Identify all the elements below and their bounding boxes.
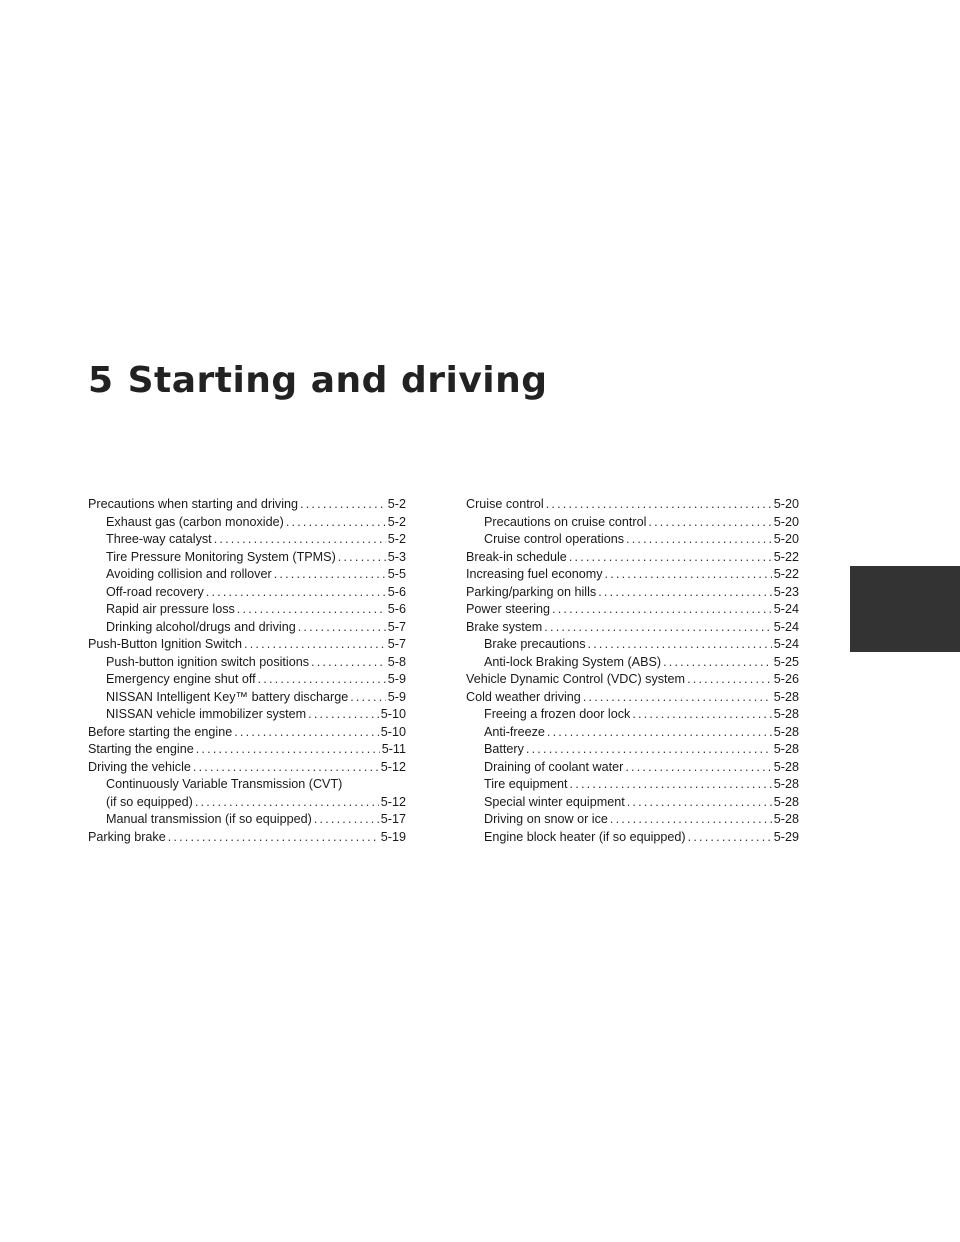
toc-page-number: 5-28 bbox=[773, 759, 799, 774]
toc-subentry[interactable] bbox=[466, 776, 799, 794]
toc-page-number: 5-26 bbox=[773, 672, 799, 686]
toc-page-number: 5-28 bbox=[773, 812, 799, 826]
toc-page-number: 5-28 bbox=[773, 707, 799, 721]
toc-subentry[interactable] bbox=[466, 759, 799, 777]
toc-entry-label: Cruise control bbox=[466, 497, 544, 511]
toc-entry-label: Battery bbox=[484, 742, 524, 756]
toc-entry-label: Manual transmission (if so equipped) bbox=[106, 812, 312, 826]
toc-leader-dots bbox=[311, 654, 386, 672]
toc-entry-label: Brake precautions bbox=[484, 637, 586, 651]
toc-subentry[interactable] bbox=[88, 566, 406, 584]
toc-leader-dots bbox=[195, 794, 379, 812]
toc-entry[interactable] bbox=[466, 619, 799, 637]
toc-subentry[interactable] bbox=[466, 829, 799, 847]
toc-entry-label: Off-road recovery bbox=[106, 584, 204, 599]
toc-page-number: 5-25 bbox=[773, 654, 799, 669]
chapter-title bbox=[88, 360, 548, 401]
toc-page-number: 5-2 bbox=[387, 514, 406, 529]
toc-entry-label: Three-way catalyst bbox=[106, 532, 212, 546]
toc-leader-dots bbox=[569, 549, 772, 567]
toc-entry-label: Special winter equipment bbox=[484, 794, 625, 809]
toc-page-number: 5-23 bbox=[773, 584, 799, 599]
toc-entry[interactable] bbox=[88, 759, 406, 777]
toc-entry-label: Emergency engine shut off bbox=[106, 672, 256, 686]
toc-entry-label: NISSAN Intelligent Key™ battery discharge bbox=[106, 689, 349, 704]
toc-entry-label: Driving the vehicle bbox=[88, 759, 191, 774]
toc-entry-label-line1: Continuously Variable Transmission (CVT) bbox=[106, 777, 343, 791]
toc-entry-label: Avoiding collision and rollover bbox=[106, 567, 272, 581]
toc-page-number: 5-8 bbox=[387, 654, 406, 669]
toc-page-number: 5-19 bbox=[380, 829, 406, 844]
toc-page-number: 5-24 bbox=[773, 602, 799, 616]
chapter-name: Starting and driving bbox=[127, 360, 548, 401]
toc-entry[interactable] bbox=[466, 584, 799, 602]
toc-leader-dots bbox=[298, 619, 386, 637]
toc-entry-label: Starting the engine bbox=[88, 742, 194, 756]
toc-leader-dots bbox=[632, 706, 771, 724]
toc-entry-label: Push-button ignition switch positions bbox=[106, 654, 310, 669]
toc-page-number: 5-2 bbox=[387, 497, 406, 511]
toc-subentry[interactable] bbox=[88, 654, 406, 672]
toc-leader-dots bbox=[168, 829, 379, 847]
toc-entry-label: Drinking alcohol/drugs and driving bbox=[106, 619, 296, 634]
toc-page-number: 5-29 bbox=[773, 829, 799, 844]
toc-leader-dots bbox=[687, 671, 772, 689]
toc-entry-label: Driving on snow or ice bbox=[484, 812, 608, 826]
toc-page-number: 5-6 bbox=[387, 584, 406, 599]
toc-page-number: 5-24 bbox=[773, 619, 799, 634]
toc-subentry[interactable] bbox=[88, 549, 406, 567]
toc-page-number: 5-17 bbox=[380, 812, 406, 826]
toc-entry[interactable] bbox=[88, 496, 406, 514]
toc-page-number: 5-3 bbox=[387, 549, 406, 564]
toc-entry-label: Precautions on cruise control bbox=[484, 514, 647, 529]
toc-leader-dots bbox=[196, 741, 380, 759]
toc-entry[interactable] bbox=[466, 496, 799, 514]
toc-leader-dots bbox=[547, 724, 772, 742]
toc-subentry[interactable] bbox=[466, 706, 799, 724]
chapter-edge-tab bbox=[850, 566, 960, 652]
toc-entry-label: Parking brake bbox=[88, 829, 166, 844]
toc-leader-dots bbox=[605, 566, 772, 584]
toc-leader-dots bbox=[625, 759, 771, 777]
toc-entry-label: Power steering bbox=[466, 602, 550, 616]
toc-page-number: 5-10 bbox=[380, 707, 406, 721]
toc-entry-label: Rapid air pressure loss bbox=[106, 602, 235, 616]
toc-leader-dots bbox=[214, 531, 386, 549]
toc-leader-dots bbox=[338, 549, 386, 567]
toc-entry-label: Freeing a frozen door lock bbox=[484, 707, 631, 721]
toc-page-number: 5-10 bbox=[380, 724, 406, 739]
toc-subentry[interactable] bbox=[88, 706, 406, 724]
toc-subentry[interactable] bbox=[466, 724, 799, 742]
toc-leader-dots bbox=[314, 811, 379, 829]
toc-page-number: 5-22 bbox=[773, 549, 799, 564]
toc-subentry[interactable] bbox=[466, 514, 799, 532]
toc-entry-label: Exhaust gas (carbon monoxide) bbox=[106, 514, 284, 529]
toc-page-number: 5-28 bbox=[773, 689, 799, 704]
toc-entry[interactable] bbox=[88, 741, 406, 759]
toc-leader-dots bbox=[258, 671, 386, 689]
toc-entry-label: (if so equipped) bbox=[106, 794, 193, 809]
toc-leader-dots bbox=[206, 584, 386, 602]
toc-subentry[interactable] bbox=[88, 514, 406, 532]
toc-right-column bbox=[466, 496, 799, 846]
toc-leader-dots bbox=[598, 584, 772, 602]
toc-leader-dots bbox=[308, 706, 379, 724]
toc-subentry[interactable] bbox=[88, 811, 406, 829]
toc-entry[interactable] bbox=[88, 829, 406, 847]
toc-entry-label: Push-Button Ignition Switch bbox=[88, 637, 243, 651]
toc-leader-dots bbox=[244, 636, 386, 654]
toc-page-number: 5-24 bbox=[773, 637, 799, 651]
toc-page-number: 5-11 bbox=[381, 742, 406, 756]
toc-entry-label: Cruise control operations bbox=[484, 532, 625, 546]
chapter-number: 5 bbox=[88, 360, 114, 401]
toc-page-number: 5-28 bbox=[773, 794, 799, 809]
toc-page-number: 5-20 bbox=[773, 497, 799, 511]
toc-leader-dots bbox=[648, 514, 771, 532]
toc-entry[interactable] bbox=[88, 776, 406, 811]
toc-entry-label: Before starting the engine bbox=[88, 724, 233, 739]
toc-entry[interactable] bbox=[88, 724, 406, 742]
toc-page-number: 5-20 bbox=[773, 514, 799, 529]
toc-entry-label: Cold weather driving bbox=[466, 689, 581, 704]
toc-leader-dots bbox=[300, 496, 386, 514]
toc-leader-dots bbox=[544, 619, 771, 637]
toc-page-number: 5-6 bbox=[387, 602, 406, 616]
toc-entry[interactable] bbox=[466, 601, 799, 619]
toc-page-number: 5-12 bbox=[380, 759, 406, 774]
toc-leader-dots bbox=[234, 724, 379, 742]
toc-subentry[interactable] bbox=[88, 531, 406, 549]
toc-page-number: 5-28 bbox=[773, 742, 799, 756]
toc-subentry[interactable] bbox=[466, 654, 799, 672]
toc-page-number: 5-9 bbox=[387, 689, 406, 704]
toc-subentry[interactable] bbox=[88, 584, 406, 602]
toc-page-number: 5-7 bbox=[387, 637, 406, 651]
toc-entry[interactable] bbox=[466, 671, 799, 689]
toc-subentry[interactable] bbox=[466, 741, 799, 759]
toc-entry-label: Anti-lock Braking System (ABS) bbox=[484, 654, 662, 669]
toc-subentry[interactable] bbox=[88, 671, 406, 689]
toc-page-number: 5-28 bbox=[773, 777, 799, 791]
toc-leader-dots bbox=[237, 601, 386, 619]
toc-entry[interactable] bbox=[466, 566, 799, 584]
toc-leader-dots bbox=[526, 741, 772, 759]
toc-leader-dots bbox=[286, 514, 386, 532]
toc-leader-dots bbox=[627, 794, 772, 812]
toc-entry-row bbox=[106, 794, 406, 812]
toc-page-number: 5-22 bbox=[773, 567, 799, 581]
toc-entry[interactable] bbox=[88, 636, 406, 654]
toc-subentry[interactable] bbox=[466, 531, 799, 549]
toc-subentry[interactable] bbox=[466, 794, 799, 812]
toc-left-column bbox=[88, 496, 406, 846]
toc-page-number: 5-9 bbox=[387, 672, 406, 686]
toc-page-number: 5-7 bbox=[387, 619, 406, 634]
toc-page-number: 5-2 bbox=[387, 532, 406, 546]
toc-page-number: 5-20 bbox=[773, 532, 799, 546]
toc-leader-dots bbox=[583, 689, 772, 707]
toc-subentry[interactable] bbox=[466, 811, 799, 829]
toc-leader-dots bbox=[626, 531, 772, 549]
toc-leader-dots bbox=[552, 601, 772, 619]
toc-entry-label: Tire equipment bbox=[484, 777, 568, 791]
toc-page-number: 5-12 bbox=[380, 794, 406, 809]
toc-entry-label: Brake system bbox=[466, 619, 543, 634]
toc-leader-dots bbox=[350, 689, 386, 707]
toc-entry[interactable] bbox=[466, 689, 799, 707]
toc-entry-label: Engine block heater (if so equipped) bbox=[484, 829, 686, 844]
toc-entry-label: Vehicle Dynamic Control (VDC) system bbox=[466, 672, 686, 686]
toc-entry-label: NISSAN vehicle immobilizer system bbox=[106, 707, 307, 721]
toc-leader-dots bbox=[663, 654, 772, 672]
toc-leader-dots bbox=[688, 829, 772, 847]
toc-entry-label: Tire Pressure Monitoring System (TPMS) bbox=[106, 549, 336, 564]
toc-entry-label: Draining of coolant water bbox=[484, 759, 624, 774]
toc-subentry[interactable] bbox=[466, 636, 799, 654]
toc-leader-dots bbox=[193, 759, 379, 777]
toc-entry-label: Increasing fuel economy bbox=[466, 567, 603, 581]
toc-subentry[interactable] bbox=[88, 601, 406, 619]
toc-leader-dots bbox=[570, 776, 772, 794]
toc-subentry[interactable] bbox=[88, 689, 406, 707]
toc-entry-label: Precautions when starting and driving bbox=[88, 497, 299, 511]
toc-leader-dots bbox=[588, 636, 772, 654]
toc-entry-label: Break-in schedule bbox=[466, 549, 567, 564]
toc-leader-dots bbox=[274, 566, 386, 584]
toc-leader-dots bbox=[546, 496, 772, 514]
toc-subentry[interactable] bbox=[88, 619, 406, 637]
toc-page-number: 5-5 bbox=[387, 567, 406, 581]
toc-leader-dots bbox=[610, 811, 772, 829]
toc-entry[interactable] bbox=[466, 549, 799, 567]
toc-entry-label: Anti-freeze bbox=[484, 724, 545, 739]
toc-entry-label: Parking/parking on hills bbox=[466, 584, 597, 599]
toc-page-number: 5-28 bbox=[773, 724, 799, 739]
